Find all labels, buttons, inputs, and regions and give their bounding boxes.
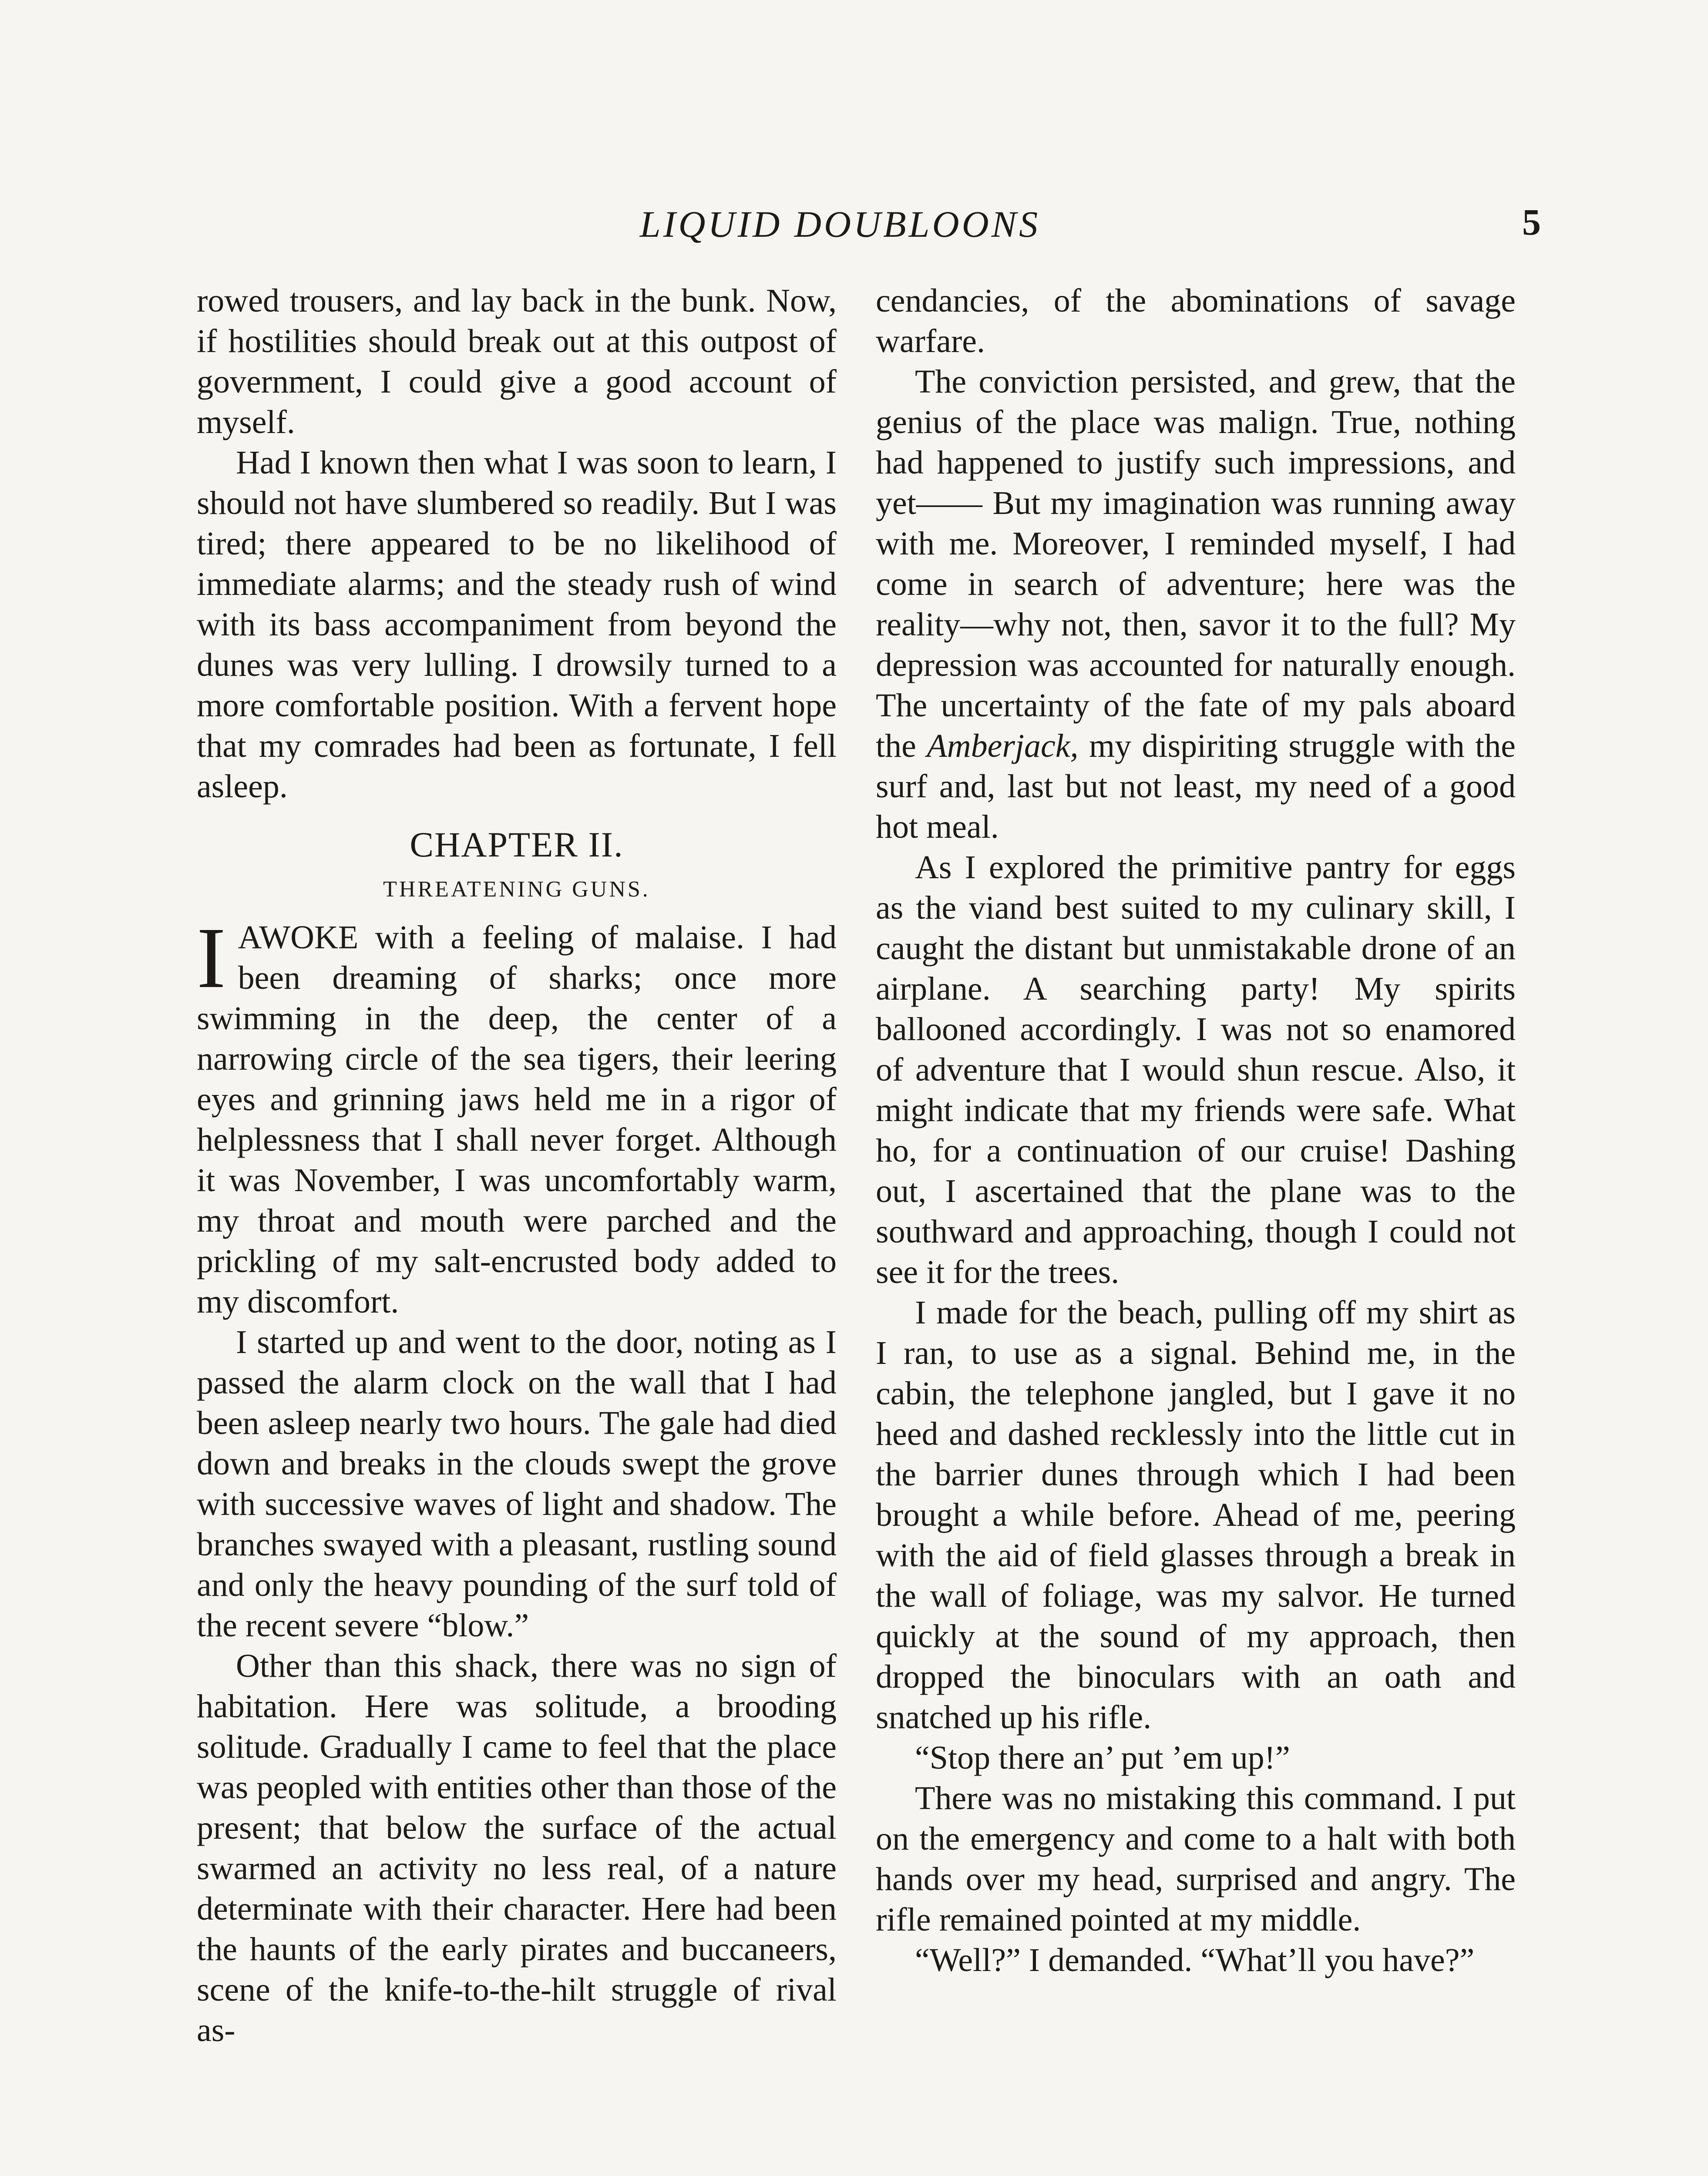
page-number: 5: [1522, 201, 1541, 243]
paragraph: cendancies, of the abominations of savage warfare.: [876, 282, 1516, 359]
running-title: LIQUID DOUBLOONS: [639, 203, 1041, 245]
right-column: [876, 281, 1516, 1981]
chapter-opening-paragraph: [197, 910, 837, 1322]
paragraph: Other than this shack, there was no sign of habitation. Here was solitude, a brooding solitude. Gradually I came to feel that the place was peopled with entities other than those of the present; that below the surface of the actual swarmed an activity no less real, of a nature determinate with their character. Here had been the haunts of the early pirates and buccaneers, scene of the knife-to-the-hilt struggle of rival as-: [197, 1648, 837, 2048]
chapter-subtitle: THREATENING GUNS.: [383, 877, 650, 902]
paragraph: “Well?” I demanded. “What’ll you have?”: [915, 1942, 1475, 1978]
paragraph: rowed trousers, and lay back in the bunk. Now, if hostilities should break out at this outpost of government, I could give a good account of myself.: [197, 282, 837, 440]
paragraph: As I explored the primitive pantry for eggs as the viand best suited to my culinary skill, I caught the distant but unmistakable drone of an airplane. A searching party! My spirits ballooned accordingly. I was not so enamored of adventure that I would shun rescue. Also, it might indicate that my friends were safe. What ho, for a continuation of our cruise! Dashing out, I ascertained that the plane was to the southward and approaching, though I could not see it for the trees.: [876, 849, 1516, 1290]
paragraph-text: The conviction persisted, and grew, that the genius of the place was malign. True, nothing had happened to justify such impressions, and yet—— But my imagination was running away with me. Moreover, I reminded myself, I had come in search of adventure; here was the reality—why not, then, savor it to the full? My depression was accounted for naturally enough. The uncertainty of the fate of my pals aboard the: [876, 363, 1516, 764]
dropcap: I: [197, 910, 226, 1006]
paragraph-text: AWOKE with a feeling of malaise. I had been dreaming of sharks; once more swimming in the deep, the center of a narrowing circle of the sea tigers, their leering eyes and grinning jaws held me in a rigor of helplessness that I shall never forget. Although it was November, I was uncomfortably warm, my throat and mouth were parched and the prickling of my salt-encrusted body added to my discomfort.: [197, 919, 837, 1320]
left-column: [197, 281, 837, 2051]
paragraph: [876, 362, 1516, 847]
paragraph: I started up and went to the door, noting as I passed the alarm clock on the wall that I had been asleep nearly two hours. The gale had died down and breaks in the clouds swept the grove with successive waves of light and shadow. The branches swayed with a pleasant, rustling sound and only the heavy pounding of the surf told of the recent severe “blow.”: [197, 1324, 837, 1644]
paragraph-text: my dispiriting struggle with the surf and, last but not least, my need of a good hot meal.: [876, 728, 1516, 845]
paragraph: There was no mistaking this command. I put on the emergency and come to a halt with both hands over my head, surprised and angry. The rifle remained pointed at my middle.: [876, 1780, 1516, 1938]
paragraph: Had I known then what I was soon to learn, I should not have slumbered so readily. But I was tired; there appeared to be no likelihood of immediate alarms; and the steady rush of wind with its bass accompaniment from beyond the dunes was very lulling. I drowsily turned to a more comfortable position. With a fervent hope that my comrades had been as fortunate, I fell asleep.: [197, 444, 837, 805]
chapter-heading: CHAPTER II.: [410, 825, 624, 864]
paragraph: I made for the beach, pulling off my shirt as I ran, to use as a signal. Behind me, in the cabin, the telephone jangled, but I gave it no heed and dashed recklessly into the little cut in the barrier dunes through which I had been brought a while before. Ahead of me, peering with the aid of field glasses through a break in the wall of foliage, was my salvor. He turned quickly at the sound of my approach, then dropped the binoculars with an oath and snatched up his rifle.: [876, 1294, 1516, 1736]
paragraph: “Stop there an’ put ’em up!”: [915, 1739, 1290, 1776]
ship-name: Amberjack,: [927, 728, 1079, 764]
